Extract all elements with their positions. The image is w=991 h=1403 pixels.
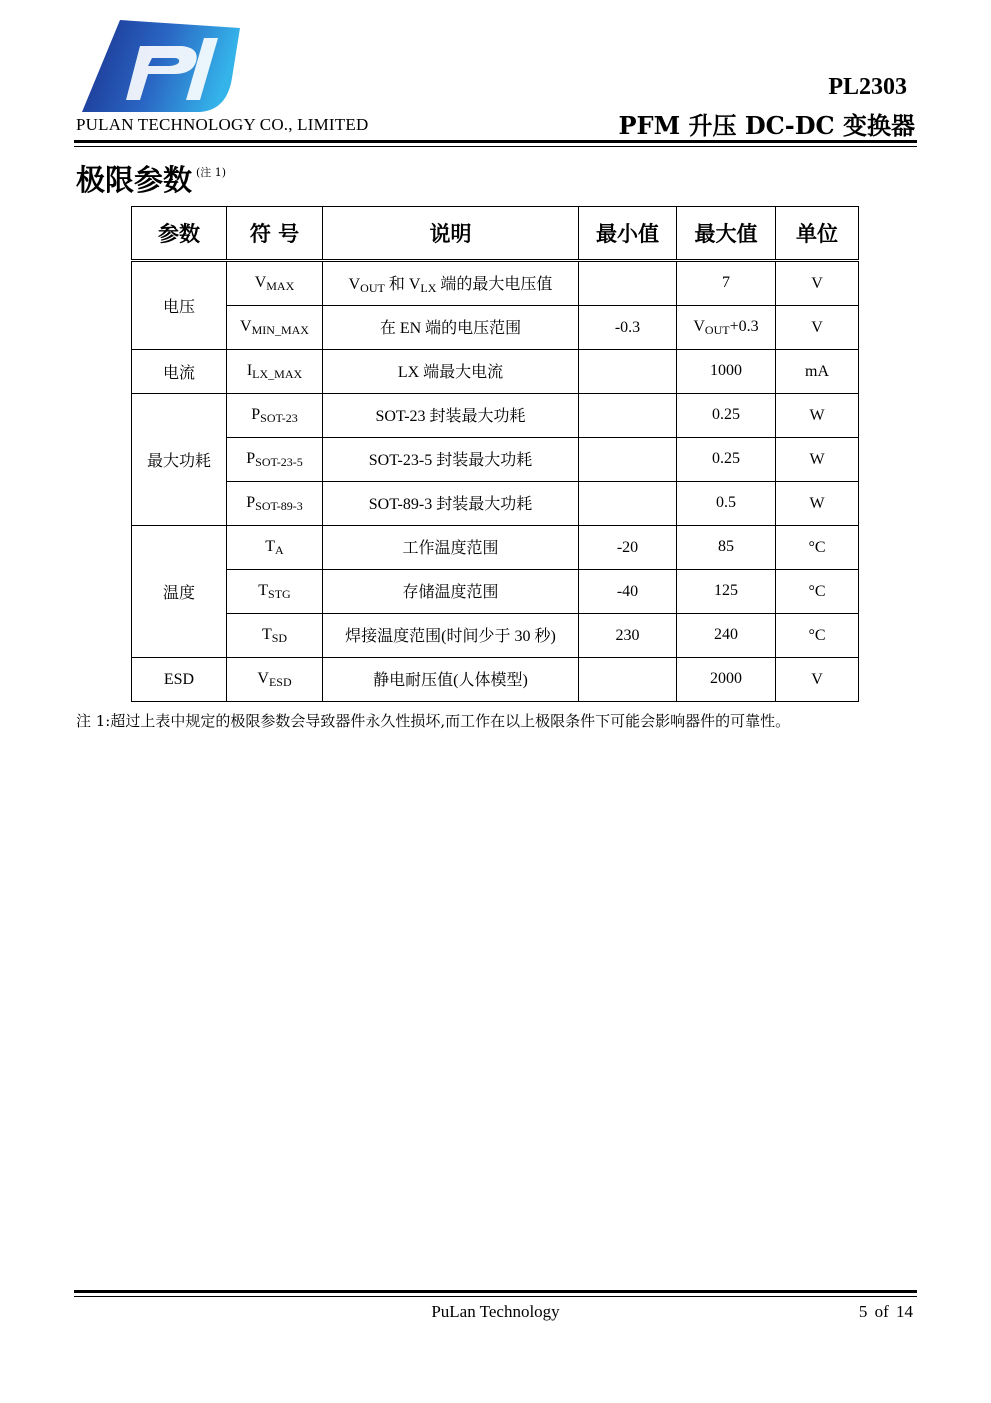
symbol-subscript: A <box>275 542 284 557</box>
company-logo <box>82 18 242 114</box>
symbol-subscript: STG <box>268 586 291 601</box>
description-text: SOT-23-5 封装最大功耗 <box>368 452 533 469</box>
symbol-subscript: SOT-23-5 <box>255 454 303 469</box>
description-text-post: 端的最大电压值 <box>436 276 553 293</box>
table-row <box>132 394 859 438</box>
param-cell: ESD <box>132 658 227 702</box>
unit-cell: V <box>776 306 859 350</box>
symbol-text: P <box>246 449 256 467</box>
description-text: 工作温度范围 <box>402 540 499 557</box>
description-text-mid: 和 V <box>384 276 421 293</box>
description-cell <box>323 658 579 702</box>
max-value-text: 85 <box>718 537 734 555</box>
symbol-subscript: MIN_MAX <box>251 322 309 337</box>
symbol-cell <box>227 438 323 482</box>
footer-company: PuLan Technology <box>431 1302 560 1321</box>
max-value-cell <box>677 526 776 570</box>
symbol-text: V <box>240 317 252 335</box>
max-value-cell <box>677 350 776 394</box>
param-cell: 最大功耗 <box>132 394 227 526</box>
symbol-text: T <box>265 537 276 555</box>
company-name: PULAN TECHNOLOGY CO., LIMITED <box>76 115 369 134</box>
unit-cell: W <box>776 482 859 526</box>
symbol-cell <box>227 570 323 614</box>
symbol-cell <box>227 350 323 394</box>
note-reference: (注 1) <box>196 166 227 179</box>
symbol-cell <box>227 394 323 438</box>
unit-cell: °C <box>776 526 859 570</box>
min-value-cell <box>579 350 677 394</box>
min-value-cell <box>579 438 677 482</box>
unit-cell: °C <box>776 614 859 658</box>
document-title: PFM 升压 DC-DC 变换器 <box>618 111 915 140</box>
min-value-cell: -40 <box>579 570 677 614</box>
unit-cell: °C <box>776 570 859 614</box>
min-value-cell: -20 <box>579 526 677 570</box>
param-cell: 电流 <box>132 350 227 394</box>
max-value-text: 7 <box>722 273 730 291</box>
symbol-subscript: SOT-89-3 <box>255 498 303 513</box>
description-cell <box>323 261 579 306</box>
description-text: 在 EN 端的电压范围 <box>379 320 522 337</box>
min-value-cell: -0.3 <box>579 306 677 350</box>
max-value-text: 0.5 <box>716 493 736 511</box>
max-value-cell <box>677 658 776 702</box>
symbol-subscript: MAX <box>266 278 295 293</box>
section-title: 极限参数 $^{(注 1)}$ <box>76 163 227 197</box>
description-cell <box>323 394 579 438</box>
symbol-subscript: LX_MAX <box>252 366 303 381</box>
min-value-cell: 230 <box>579 614 677 658</box>
max-value-text: 2000 <box>710 669 742 687</box>
description-text: LX 端最大电流 <box>397 364 504 381</box>
symbol-subscript: ESD <box>268 674 292 689</box>
symbol-text: P <box>246 493 256 511</box>
part-number: PL2303 <box>828 74 907 100</box>
description-text: 静电耐压值(人体模型) <box>373 672 528 689</box>
param-cell: 温度 <box>132 526 227 658</box>
description-cell <box>323 614 579 658</box>
description-cell <box>323 570 579 614</box>
table-row <box>132 438 859 482</box>
unit-cell: V <box>776 261 859 306</box>
min-value-cell <box>579 394 677 438</box>
min-value-cell <box>579 658 677 702</box>
description-cell <box>323 350 579 394</box>
description-text: SOT-23 封装最大功耗 <box>375 408 526 425</box>
min-value-cell <box>579 482 677 526</box>
min-value-cell <box>579 261 677 306</box>
table-row <box>132 306 859 350</box>
description-text: 焊接温度范围(时间少于 30 秒) <box>345 628 556 645</box>
header-unit: 单位 <box>776 207 859 261</box>
unit-cell: W <box>776 438 859 482</box>
max-value-cell <box>677 306 776 350</box>
unit-cell: V <box>776 658 859 702</box>
max-value-text: 0.25 <box>712 449 740 467</box>
max-value-cell <box>677 614 776 658</box>
symbol-text: T <box>258 581 269 599</box>
max-value-cell <box>677 261 776 306</box>
max-value-text: 0.25 <box>712 405 740 423</box>
description-cell <box>323 438 579 482</box>
max-value-text: 1000 <box>710 361 742 379</box>
max-value-cell <box>677 438 776 482</box>
table-row <box>132 570 859 614</box>
header-description: 说明 <box>323 207 579 261</box>
symbol-text: T <box>261 625 272 643</box>
footer-rule-thin <box>74 1296 917 1297</box>
table-row <box>132 261 859 306</box>
max-value-text: V <box>693 317 705 335</box>
description-cell <box>323 526 579 570</box>
symbol-cell <box>227 482 323 526</box>
header-rule-thin <box>74 146 917 147</box>
symbol-cell <box>227 261 323 306</box>
table-header-row <box>132 207 859 261</box>
header-rule <box>74 140 917 143</box>
header-min: 最小值 <box>579 207 677 261</box>
header-symbol: 符 号 <box>227 207 323 261</box>
symbol-text: V <box>254 273 267 291</box>
table-row <box>132 658 859 702</box>
max-value-cell <box>677 570 776 614</box>
unit-cell: mA <box>776 350 859 394</box>
description-subscript-2: LX <box>420 281 437 295</box>
footnote: 注 1:超过上表中规定的极限参数会导致器件永久性损坏,而工作在以上极限条件下可能会影响器件的可靠性。 <box>76 712 791 730</box>
description-cell <box>323 306 579 350</box>
symbol-text: V <box>257 669 269 687</box>
symbol-subscript: SD <box>271 630 288 645</box>
max-value-cell <box>677 394 776 438</box>
description-subscript: OUT <box>360 281 385 295</box>
page-number: 5 of 14 <box>858 1302 913 1321</box>
max-value-subscript: OUT <box>704 322 730 337</box>
param-cell: 电压 <box>132 261 227 350</box>
unit-cell: W <box>776 394 859 438</box>
symbol-cell <box>227 526 323 570</box>
description-text: 存储温度范围 <box>402 584 499 601</box>
header-param: 参数 <box>132 207 227 261</box>
footer-rule <box>74 1290 917 1293</box>
table-row <box>132 614 859 658</box>
symbol-subscript: SOT-23 <box>260 410 298 425</box>
symbol-cell <box>227 306 323 350</box>
symbol-text: P <box>251 405 261 423</box>
symbol-cell <box>227 658 323 702</box>
symbol-cell <box>227 614 323 658</box>
max-value-text: 240 <box>714 625 738 643</box>
description-text: V <box>348 276 361 293</box>
table-row <box>132 526 859 570</box>
table-row <box>132 482 859 526</box>
max-value-text: 125 <box>714 581 738 599</box>
description-cell <box>323 482 579 526</box>
description-text: SOT-89-3 封装最大功耗 <box>368 496 533 513</box>
max-value-suffix: +0.3 <box>729 317 759 335</box>
table-row <box>132 350 859 394</box>
symbol-text: I <box>246 361 253 379</box>
max-value-cell <box>677 482 776 526</box>
header-max: 最大值 <box>677 207 776 261</box>
absolute-maximum-ratings-table <box>131 206 859 702</box>
